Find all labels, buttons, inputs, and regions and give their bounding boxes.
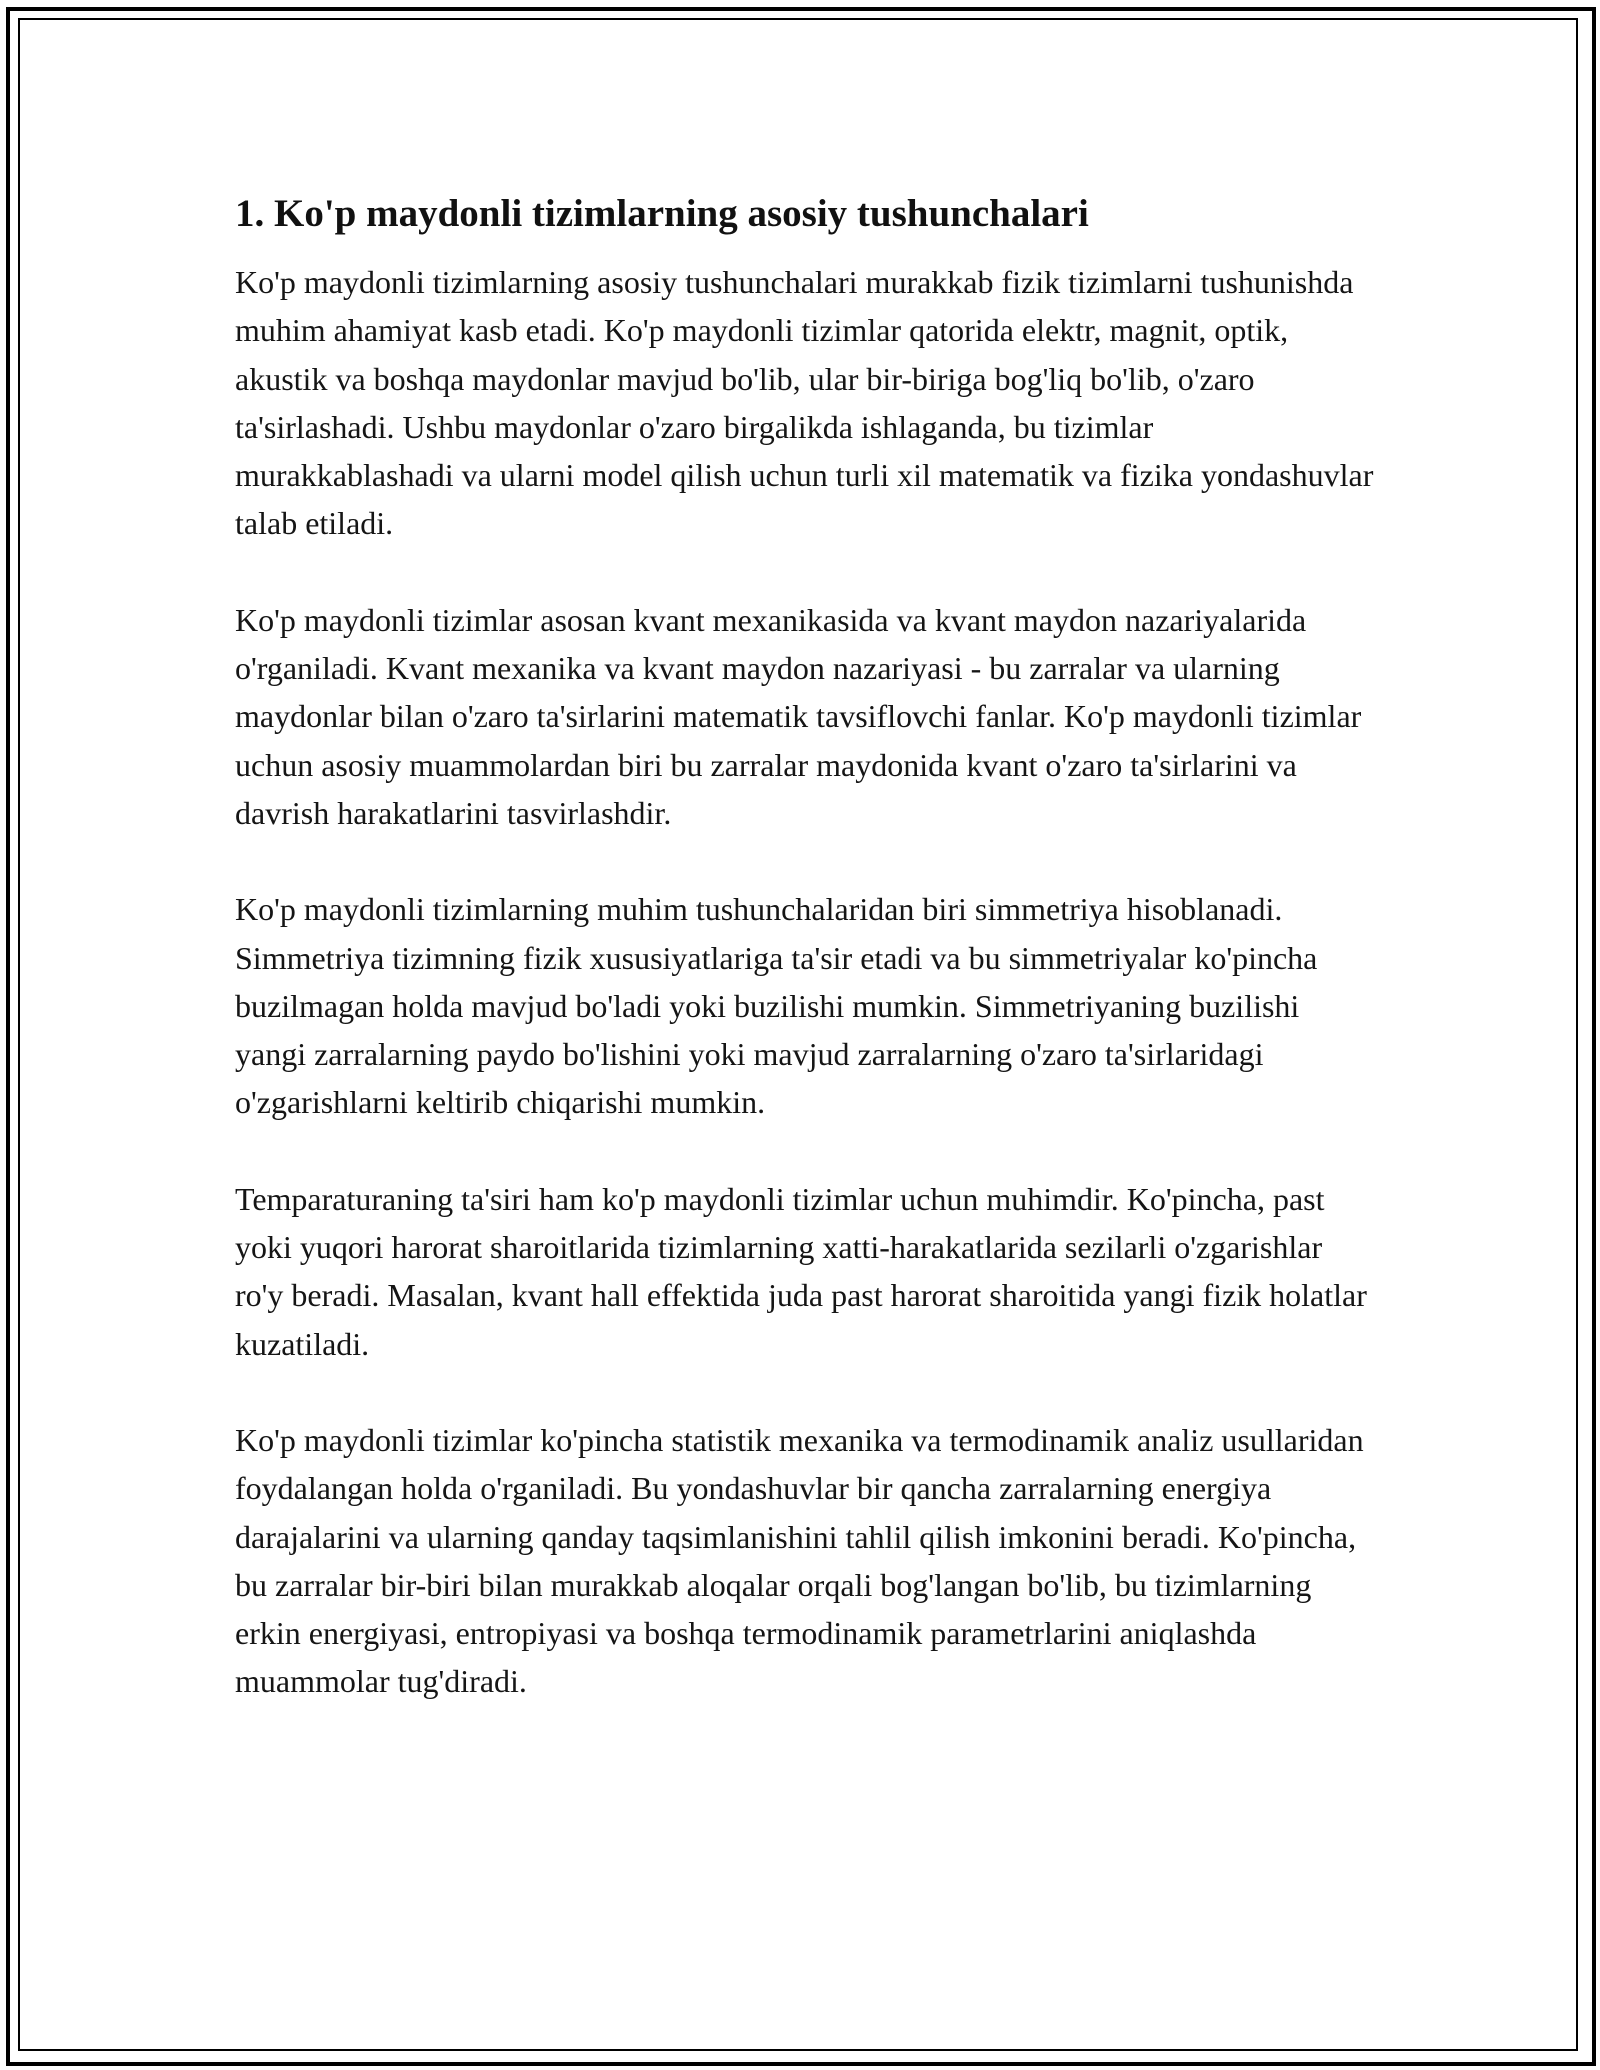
section-heading: 1. Ko'p maydonli tizimlarning asosiy tushunchalari bbox=[235, 192, 1089, 235]
document-content bbox=[235, 186, 1375, 1706]
paragraph: Ko'p maydonli tizimlar ko'pincha statistik mexanika va termodinamik analiz usullaridan foydalangan holda o'rganiladi. Bu yondashuvlar bir qancha zarralarning energiya darajalarini va ularning qanday taqsimlanishini tahlil qilish imkonini beradi. Ko'pincha, bu zarralar bir-biri bilan murakkab aloqalar orqali bog'langan bo'lib, bu tizimlarning erkin energiyasi, entropiyasi va boshqa termodinamik parametrlarini aniqlashda muammolar tug'diradi. bbox=[235, 1421, 1364, 1700]
paragraph: Ko'p maydonli tizimlarning asosiy tushunchalari murakkab fizik tizimlarni tushunishda muhim ahamiyat kasb etadi. Ko'p maydonli tizimlar qatorida elektr, magnit, optik, akustik va boshqa maydonlar mavjud bo'lib, ular bir-biriga bog'liq bo'lib, o'zaro ta'sirlashadi. Ushbu maydonlar o'zaro birgalikda ishlaganda, bu tizimlar murakkablashadi va ularni model qilish uchun turli xil matematik va fizika yondashuvlar talab etiladi. bbox=[235, 264, 1374, 542]
paragraph: Temparaturaning ta'siri ham ko'p maydonli tizimlar uchun muhimdir. Ko'pincha, past yoki yuqori harorat sharoitlarida tizimlarning xatti-harakatlarida sezilarli o'zgarishlar ro'y beradi. Masalan, kvant hall effektida juda past harorat sharoitida yangi fizik holatlar kuzatiladi. bbox=[235, 1180, 1367, 1362]
paragraph: Ko'p maydonli tizimlarning muhim tushunchalaridan biri simmetriya hisoblanadi. Simmetriya tizimning fizik xususiyatlariga ta'sir etadi va bu simmetriyalar ko'pincha buzilmagan holda mavjud bo'ladi yoki buzilishi mumkin. Simmetriyaning buzilishi yangi zarralarning paydo bo'lishini yoki mavjud zarralarning o'zaro ta'sirlaridagi o'zgarishlarni keltirib chiqarishi mumkin. bbox=[235, 891, 1318, 1121]
document-body bbox=[235, 258, 1375, 1706]
paragraph: Ko'p maydonli tizimlar asosan kvant mexanikasida va kvant maydon nazariyalarida o'rganiladi. Kvant mexanika va kvant maydon nazariyasi - bu zarralar va ularning maydonlar bilan o'zaro ta'sirlarini matematik tavsiflovchi fanlar. Ko'p maydonli tizimlar uchun asosiy muammolardan biri bu zarralar maydonida kvant o'zaro ta'sirlarini va davrish harakatlarini tasvirlashdir. bbox=[235, 601, 1362, 831]
